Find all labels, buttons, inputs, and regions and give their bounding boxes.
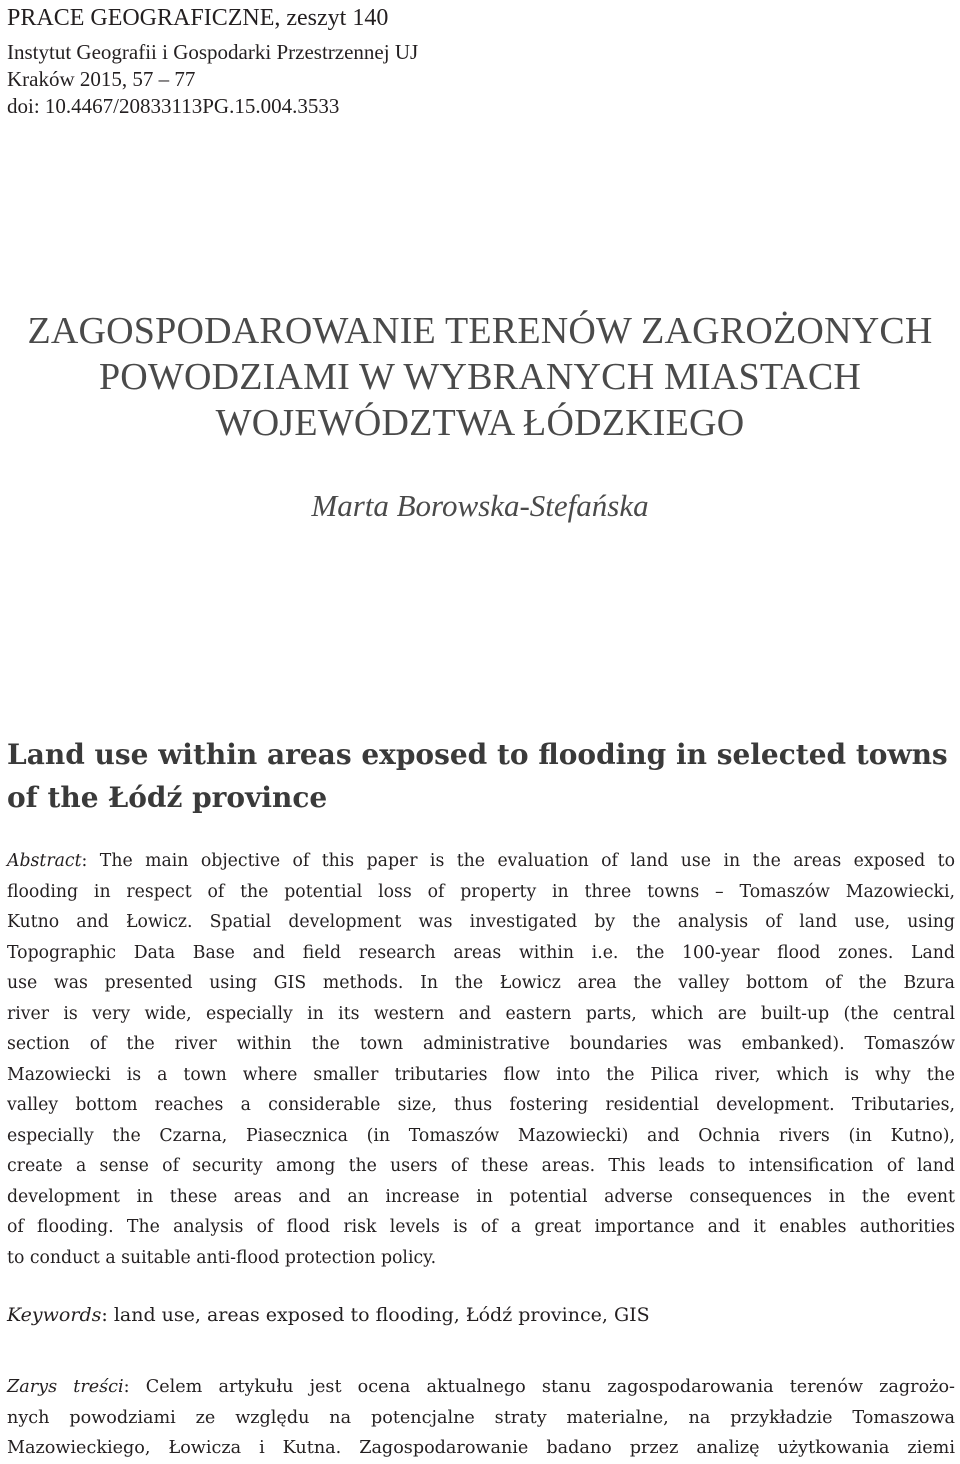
- abstract-line: especially the Czarna, Piasecznica (in Tomaszów Mazowiecki) and Ochnia rivers (in Kutno),: [7, 1125, 955, 1146]
- article-title-english: [7, 733, 953, 819]
- abstract-line: Mazowiecki is a town where smaller tributaries flow into the Pilica river, which is why the: [7, 1064, 955, 1085]
- keywords: [7, 1300, 955, 1330]
- zarys-line: nych powodziami ze względu na potencjalne straty materialne, na przykładzie Tomaszowa: [7, 1407, 955, 1428]
- abstract-line: create a sense of security among the users of these areas. This leads to intensification of land: [7, 1156, 955, 1176]
- abstract-line: Abstract: The main objective of this paper is the evaluation of land use in the areas exposed to: [7, 851, 955, 871]
- zarys-line: Mazowieckiego, Łowicza i Kutna. Zagospodarowanie badano przez analizę użytkowania ziemi: [7, 1438, 955, 1458]
- abstract: [7, 846, 955, 1273]
- article-title-polish: [0, 308, 960, 446]
- abstract-line: flooding in respect of the potential loss of property in three towns – Tomaszów Mazowiecki,: [7, 881, 955, 902]
- place-year-pages: Kraków 2015, 57 – 77: [7, 67, 196, 91]
- abstract-line: development in these areas and an increase in potential adverse consequences in the event: [7, 1186, 955, 1207]
- abstract-line: river is very wide, especially in its western and eastern parts, which are built-up (the central: [7, 1003, 955, 1024]
- abstract-line: of flooding. The analysis of flood risk levels is of a great importance and it enables authorities: [7, 1217, 955, 1237]
- title-en-line-1: Land use within areas exposed to flooding in selected towns: [7, 738, 948, 771]
- abstract-line: Topographic Data Base and field research areas within i.e. the 100-year flood zones. Land: [7, 942, 955, 963]
- abstract-line: valley bottom reaches a considerable size, thus fostering residential development. Tributaries,: [7, 1095, 955, 1115]
- keywords-text: : land use, areas exposed to flooding, Łódź province, GIS: [101, 1304, 650, 1326]
- title-pl-line-1: ZAGOSPODAROWANIE TERENÓW ZAGROŻONYCH: [27, 310, 933, 352]
- zarys-label: Zarys treści: [7, 1377, 124, 1397]
- journal-title: PRACE GEOGRAFICZNE, zeszyt 140: [7, 5, 389, 31]
- keywords-label: Keywords: [7, 1304, 102, 1326]
- abstract-line: section of the river within the town administrative boundaries was embanked). Tomaszów: [7, 1034, 955, 1054]
- zarys-tresci: [7, 1372, 955, 1464]
- institute-name: Instytut Geografii i Gospodarki Przestrzennej UJ: [7, 40, 419, 64]
- abstract-line: Kutno and Łowicz. Spatial development was investigated by the analysis of land use, using: [7, 912, 955, 932]
- title-pl-line-2: POWODZIAMI W WYBRANYCH MIASTACH: [98, 356, 862, 398]
- zarys-line: Zarys treści: Celem artykułu jest ocena aktualnego stanu zagospodarowania terenów zagrożo-: [7, 1377, 955, 1397]
- title-pl-line-3: WOJEWÓDZTWA ŁÓDZKIEGO: [215, 402, 745, 444]
- author-name: Marta Borowska-Stefańska: [311, 488, 649, 523]
- abstract-label: Abstract: [7, 851, 82, 871]
- title-en-line-2: of the Łódź province: [7, 781, 328, 814]
- doi: doi: 10.4467/20833113PG.15.004.3533: [7, 94, 340, 118]
- journal-header: [7, 3, 907, 120]
- abstract-line: use was presented using GIS methods. In the Łowicz area the valley bottom of the Bzura: [7, 973, 955, 993]
- abstract-line: to conduct a suitable anti-flood protection policy.: [7, 1247, 437, 1268]
